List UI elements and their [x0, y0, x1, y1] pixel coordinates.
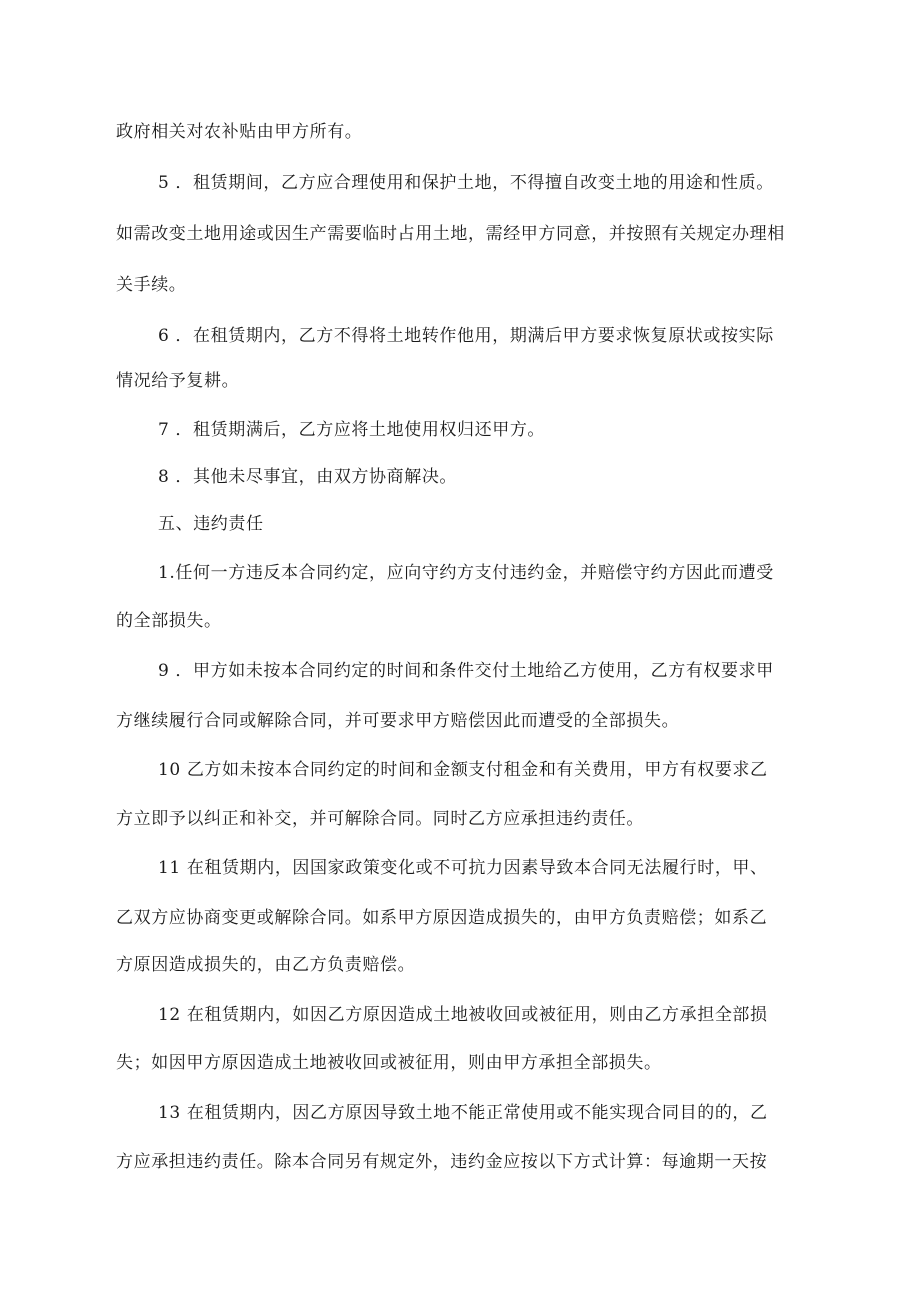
clause-5-line: 5 ．租赁期间，乙方应合理使用和保护土地，不得擅自改变土地的用途和性质。: [158, 173, 774, 193]
text-line: 方继续履行合同或解除合同，并可要求甲方赔偿因此而遭受的全部损失。: [116, 711, 680, 731]
clause-11-line: 11 在租赁期内，因国家政策变化或不可抗力因素导致本合同无法履行时，甲、: [158, 858, 768, 878]
clause-12-line: 12 在租赁期内，如因乙方原因造成土地被收回或被征用，则由乙方承担全部损: [158, 1005, 768, 1025]
text-line: 失；如因甲方原因造成土地被收回或被征用，则由甲方承担全部损失。: [116, 1053, 662, 1073]
text-line: 方应承担违约责任。除本合同另有规定外，违约金应按以下方式计算：每逾期一天按: [116, 1152, 768, 1172]
text-line: 关手续。: [116, 275, 187, 295]
clause-8-line: 8 ．其他未尽事宜，由双方协商解决。: [158, 467, 458, 487]
text-line: 乙双方应协商变更或解除合同。如系甲方原因造成损失的，由甲方负责赔偿；如系乙: [116, 908, 768, 928]
text-line: 情况给予复耕。: [116, 371, 240, 391]
clause-9-line: 9 ．甲方如未按本合同约定的时间和条件交付土地给乙方使用，乙方有权要求甲: [158, 661, 774, 681]
text-line: 方立即予以纠正和补交，并可解除合同。同时乙方应承担违约责任。: [116, 809, 644, 829]
clause-13-line: 13 在租赁期内，因乙方原因导致土地不能正常使用或不能实现合同目的的，乙: [158, 1103, 768, 1123]
clause-10-line: 10 乙方如未按本合同约定的时间和金额支付租金和有关费用，甲方有权要求乙: [158, 760, 768, 780]
clause-7-line: 7 ．租赁期满后，乙方应将土地使用权归还甲方。: [158, 420, 546, 440]
clause-6-line: 6 ．在租赁期内，乙方不得将土地转作他用，期满后甲方要求恢复原状或按实际: [158, 326, 774, 346]
text-line: 政府相关对农补贴由甲方所有。: [116, 122, 363, 142]
text-line: 的全部损失。: [116, 611, 222, 631]
text-line: 如需改变土地用途或因生产需要临时占用土地，需经甲方同意，并按照有关规定办理相: [116, 224, 785, 244]
text-line: 方原因造成损失的，由乙方负责赔偿。: [116, 955, 416, 975]
section-heading: 五、违约责任: [158, 514, 264, 534]
clause-1-line: 1.任何一方违反本合同约定，应向守约方支付违约金，并赔偿守约方因此而遭受: [158, 563, 774, 583]
